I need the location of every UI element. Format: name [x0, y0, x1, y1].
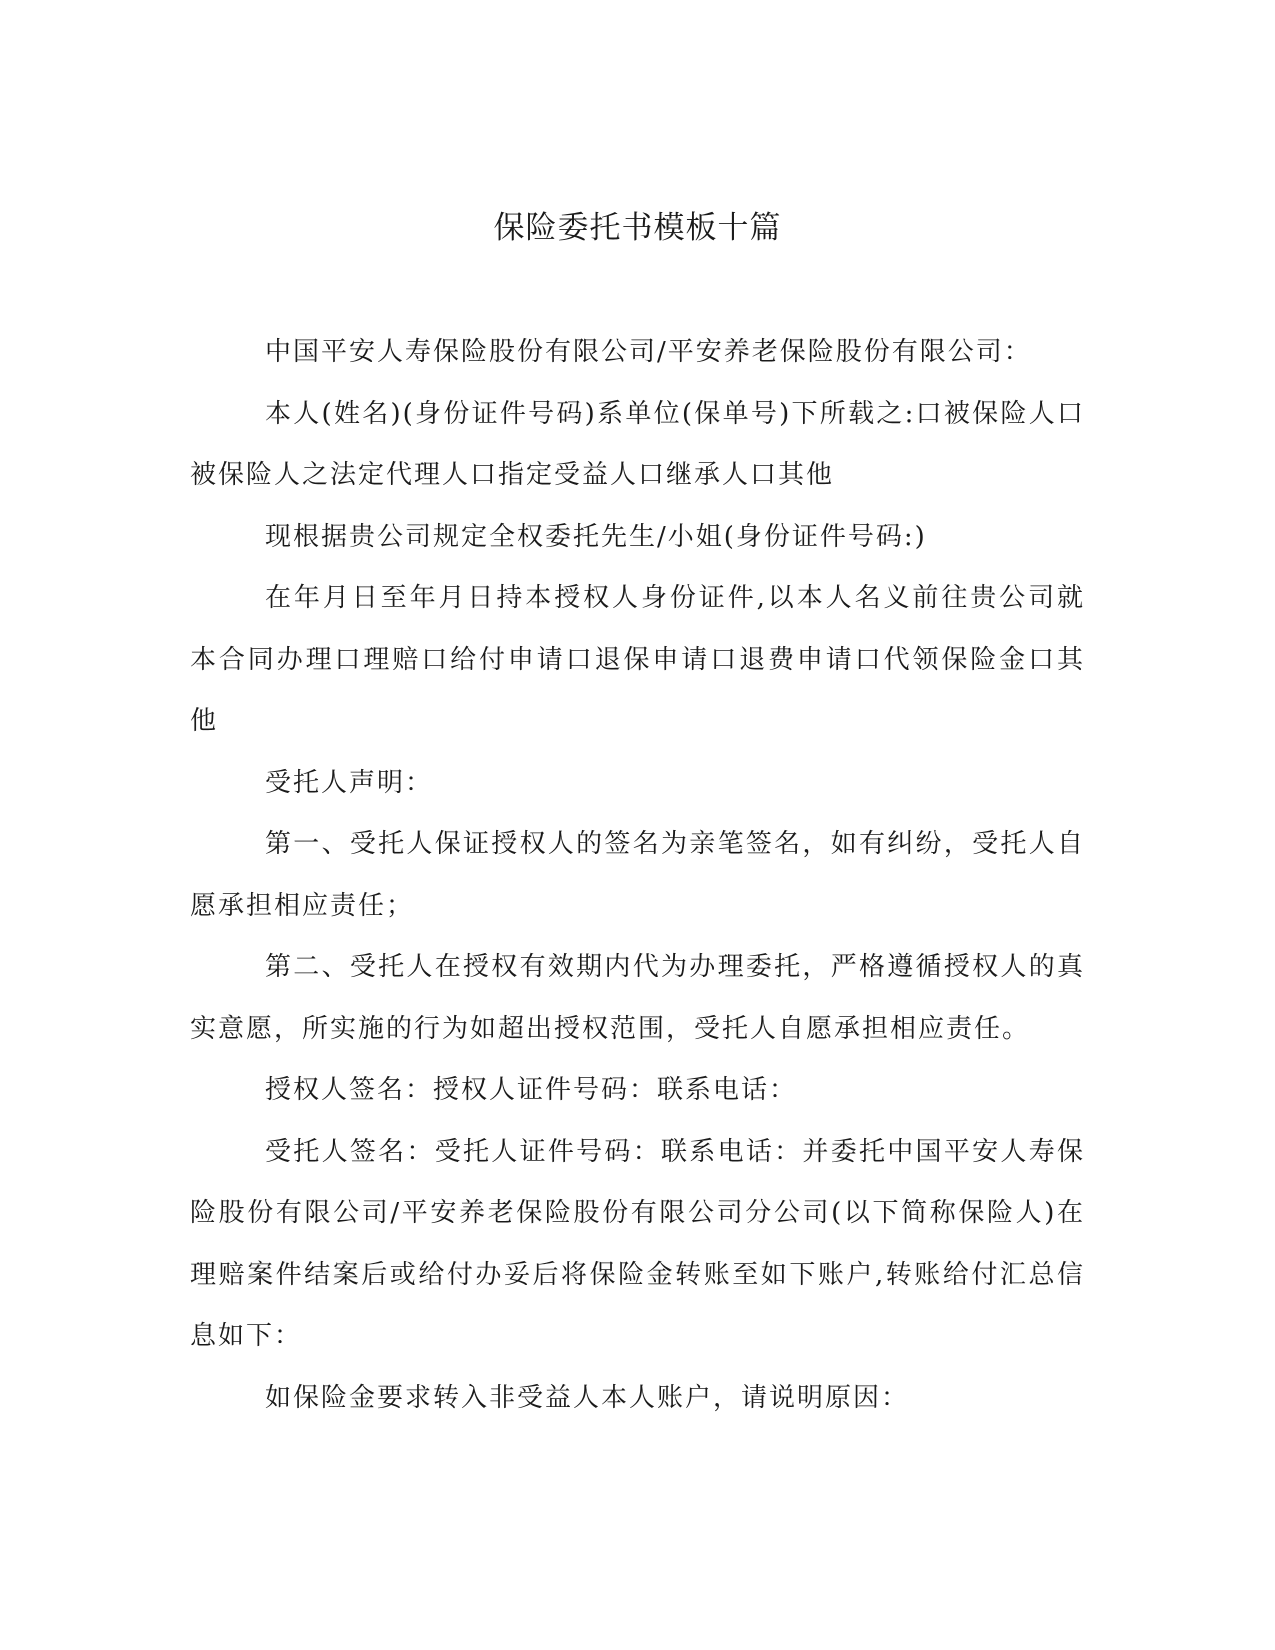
paragraph-delegation: 现根据贵公司规定全权委托先生/小姐(身份证件号码:) [265, 521, 927, 552]
document-body [190, 322, 1085, 1429]
paragraph-declaration-first: 第一、受托人保证授权人的签名为亲笔签名，如有纠纷，受托人自愿承担相应责任； [190, 829, 1085, 921]
paragraph-addressee: 中国平安人寿保险股份有限公司/平安养老保险股份有限公司： [265, 337, 1032, 367]
document-title: 保险委托书模板十篇 [493, 210, 782, 246]
paragraph-authorized-matters: 在年月日至年月日持本授权人身份证件,以本人名义前往贵公司就本合同办理口理赔口给付申请口退保申请口退费申请口代领保险金口其他 [190, 583, 1085, 736]
paragraph-agent-signature: 受托人签名：受托人证件号码：联系电话：并委托中国平安人寿保险股份有限公司/平安养老保险股份有限公司分公司(以下简称保险人)在理赔案件结案后或给付办妥后将保险金转账至如下账户,转账给付汇总信息如下： [190, 1136, 1085, 1351]
paragraph-principal-identity: 本人(姓名)(身份证件号码)系单位(保单号)下所载之:口被保险人口被保险人之法定代理人口指定受益人口继承人口其他 [190, 398, 1085, 490]
paragraph-agent-declaration-heading: 受托人声明： [265, 767, 434, 798]
paragraph-principal-signature: 授权人签名：授权人证件号码：联系电话： [265, 1075, 798, 1105]
paragraph-non-beneficiary-account: 如保险金要求转入非受益人本人账户，请说明原因： [265, 1382, 910, 1413]
paragraph-declaration-second: 第二、受托人在授权有效期内代为办理委托，严格遵循授权人的真实意愿，所实施的行为如超出授权范围，受托人自愿承担相应责任。 [190, 952, 1085, 1044]
